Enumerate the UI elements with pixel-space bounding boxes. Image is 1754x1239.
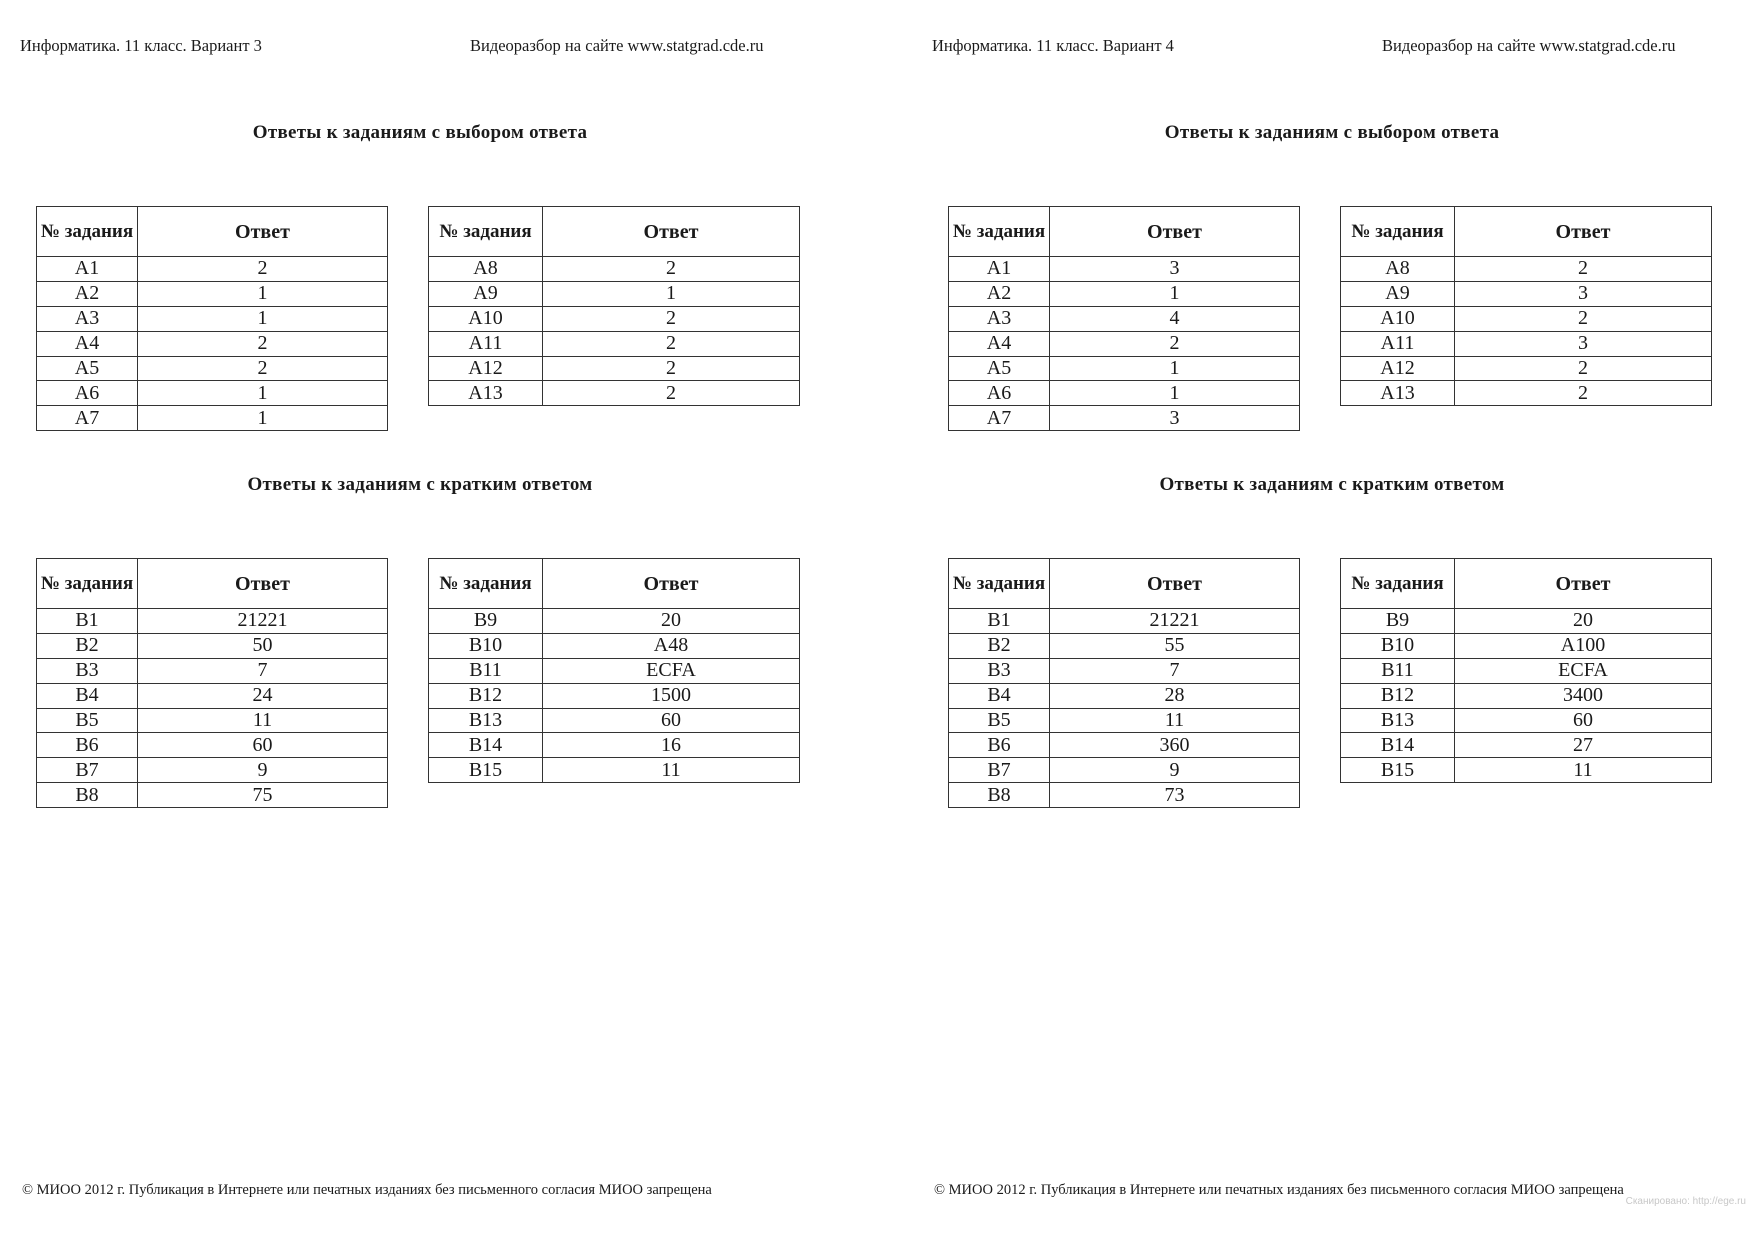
table-row [1341, 331, 1712, 356]
task-number-cell: A7 [949, 406, 1050, 431]
table-row [1341, 381, 1712, 406]
copyright-footer: © МИОО 2012 г. Публикация в Интернете или печатных изданиях без письменного согласия МИОО запрещена [934, 1182, 1624, 1198]
column-header-answer: Ответ [138, 207, 388, 257]
table-row [949, 257, 1300, 282]
task-number-cell: B12 [429, 683, 543, 708]
section-title-short: Ответы к заданиям с кратким ответом [1159, 474, 1505, 495]
answer-cell: 75 [138, 783, 388, 808]
answer-cell: 21221 [1050, 609, 1300, 634]
answer-cell: 2 [543, 381, 800, 406]
answer-cell: 50 [138, 633, 388, 658]
answer-cell: 20 [543, 609, 800, 634]
task-number-cell: B7 [37, 758, 138, 783]
table-row [949, 356, 1300, 381]
column-header-answer: Ответ [1050, 207, 1300, 257]
copyright-footer: © МИОО 2012 г. Публикация в Интернете или печатных изданиях без письменного согласия МИОО запрещена [22, 1182, 712, 1198]
answer-cell: 60 [1455, 708, 1712, 733]
column-header-answer: Ответ [1050, 559, 1300, 609]
column-header-task-number: № задания [429, 559, 543, 609]
answer-cell: 2 [1050, 331, 1300, 356]
page-header-video-link: Видеоразбор на сайте www.statgrad.cde.ru [1382, 36, 1676, 55]
task-number-cell: A9 [1341, 281, 1455, 306]
table-row [949, 758, 1300, 783]
task-number-cell: A3 [949, 306, 1050, 331]
task-number-cell: B4 [949, 683, 1050, 708]
answers-table-b9-b15 [1340, 558, 1712, 783]
answer-cell: 2 [543, 257, 800, 282]
table-row [429, 633, 800, 658]
task-number-cell: A7 [37, 406, 138, 431]
answer-cell: 1500 [543, 683, 800, 708]
answer-cell: 55 [1050, 633, 1300, 658]
task-number-cell: B8 [949, 783, 1050, 808]
section-title-choice: Ответы к заданиям с выбором ответа [1164, 122, 1500, 143]
answers-table-b1-b8 [36, 558, 388, 808]
table-row [37, 281, 388, 306]
table-row [37, 758, 388, 783]
answer-cell: 7 [1050, 658, 1300, 683]
table-row [37, 683, 388, 708]
answer-cell: 28 [1050, 683, 1300, 708]
answer-cell: 1 [138, 281, 388, 306]
section-title-short: Ответы к заданиям с кратким ответом [247, 474, 593, 495]
table-row [37, 381, 388, 406]
answer-cell: 1 [1050, 381, 1300, 406]
task-number-cell: A12 [1341, 356, 1455, 381]
answer-cell: 7 [138, 658, 388, 683]
table-header-row [949, 559, 1300, 609]
table-row [949, 609, 1300, 634]
answer-cell: 1 [138, 306, 388, 331]
answers-table-b1-b8 [948, 558, 1300, 808]
answer-cell: ECFA [543, 658, 800, 683]
column-header-answer: Ответ [543, 207, 800, 257]
table-row [429, 306, 800, 331]
answer-cell: 24 [138, 683, 388, 708]
task-number-cell: B13 [429, 708, 543, 733]
task-number-cell: B9 [429, 609, 543, 634]
table-row [949, 733, 1300, 758]
task-number-cell: A5 [949, 356, 1050, 381]
task-number-cell: B3 [37, 658, 138, 683]
answer-cell: 73 [1050, 783, 1300, 808]
table-row [37, 406, 388, 431]
table-header-row [37, 207, 388, 257]
table-row [1341, 257, 1712, 282]
page-header-subject: Информатика. 11 класс. Вариант 4 [932, 36, 1174, 55]
answer-cell: 360 [1050, 733, 1300, 758]
task-number-cell: B5 [37, 708, 138, 733]
table-row [429, 708, 800, 733]
answer-cell: 2 [1455, 257, 1712, 282]
answer-cell: A100 [1455, 633, 1712, 658]
table-row [429, 331, 800, 356]
answer-cell: 2 [543, 356, 800, 381]
answers-table-a1-a7 [36, 206, 388, 431]
table-row [1341, 306, 1712, 331]
task-number-cell: B1 [37, 609, 138, 634]
answer-cell: 20 [1455, 609, 1712, 634]
task-number-cell: B15 [1341, 758, 1455, 783]
task-number-cell: A8 [1341, 257, 1455, 282]
answer-cell: 3 [1050, 406, 1300, 431]
table-row [949, 306, 1300, 331]
answer-cell: 3 [1455, 281, 1712, 306]
task-number-cell: A1 [37, 257, 138, 282]
table-row [429, 356, 800, 381]
task-number-cell: A13 [1341, 381, 1455, 406]
answer-cell: 11 [543, 758, 800, 783]
task-number-cell: B6 [37, 733, 138, 758]
answer-cell: 2 [1455, 306, 1712, 331]
column-header-task-number: № задания [949, 207, 1050, 257]
table-header-row [1341, 207, 1712, 257]
table-row [949, 281, 1300, 306]
table-row [949, 708, 1300, 733]
column-header-answer: Ответ [138, 559, 388, 609]
table-row [949, 683, 1300, 708]
task-number-cell: B7 [949, 758, 1050, 783]
answers-table-a8-a13 [428, 206, 800, 406]
answers-table-b9-b15 [428, 558, 800, 783]
task-number-cell: A9 [429, 281, 543, 306]
answer-cell: 1 [138, 406, 388, 431]
task-number-cell: B11 [1341, 658, 1455, 683]
task-number-cell: A10 [1341, 306, 1455, 331]
answer-cell: 2 [138, 257, 388, 282]
table-row [429, 733, 800, 758]
table-row [1341, 758, 1712, 783]
task-number-cell: A4 [949, 331, 1050, 356]
table-row [1341, 683, 1712, 708]
answer-cell: 2 [1455, 356, 1712, 381]
answer-cell: 4 [1050, 306, 1300, 331]
task-number-cell: A11 [1341, 331, 1455, 356]
answer-cell: 11 [1050, 708, 1300, 733]
answer-cell: 3 [1455, 331, 1712, 356]
table-header-row [37, 559, 388, 609]
answer-cell: 21221 [138, 609, 388, 634]
column-header-answer: Ответ [543, 559, 800, 609]
answer-cell: 9 [138, 758, 388, 783]
answer-cell: 60 [543, 708, 800, 733]
table-row [429, 609, 800, 634]
answer-cell: ECFA [1455, 658, 1712, 683]
answer-cell: 3 [1050, 257, 1300, 282]
answer-cell: 11 [138, 708, 388, 733]
scan-watermark: Сканировано: http://ege.ru [1625, 1196, 1746, 1207]
task-number-cell: B15 [429, 758, 543, 783]
page-header-subject: Информатика. 11 класс. Вариант 3 [20, 36, 262, 55]
answer-cell: 9 [1050, 758, 1300, 783]
table-row [37, 331, 388, 356]
task-number-cell: B3 [949, 658, 1050, 683]
task-number-cell: B11 [429, 658, 543, 683]
table-row [37, 733, 388, 758]
task-number-cell: B10 [429, 633, 543, 658]
answer-cell: 60 [138, 733, 388, 758]
task-number-cell: A10 [429, 306, 543, 331]
task-number-cell: A3 [37, 306, 138, 331]
table-row [37, 356, 388, 381]
task-number-cell: B2 [949, 633, 1050, 658]
task-number-cell: A6 [37, 381, 138, 406]
task-number-cell: B9 [1341, 609, 1455, 634]
task-number-cell: B10 [1341, 633, 1455, 658]
task-number-cell: A5 [37, 356, 138, 381]
table-row [949, 381, 1300, 406]
answer-cell: 2 [138, 356, 388, 381]
answer-cell: 1 [1050, 356, 1300, 381]
column-header-task-number: № задания [37, 559, 138, 609]
table-row [37, 609, 388, 634]
task-number-cell: B14 [429, 733, 543, 758]
table-row [37, 708, 388, 733]
column-header-task-number: № задания [949, 559, 1050, 609]
table-row [949, 633, 1300, 658]
table-row [1341, 633, 1712, 658]
table-row [1341, 733, 1712, 758]
table-row [37, 633, 388, 658]
answer-cell: 11 [1455, 758, 1712, 783]
task-number-cell: B5 [949, 708, 1050, 733]
table-row [949, 783, 1300, 808]
table-row [949, 406, 1300, 431]
task-number-cell: B1 [949, 609, 1050, 634]
answer-cell: A48 [543, 633, 800, 658]
answer-cell: 3400 [1455, 683, 1712, 708]
answer-cell: 1 [1050, 281, 1300, 306]
answer-cell: 2 [543, 306, 800, 331]
table-header-row [429, 207, 800, 257]
task-number-cell: B6 [949, 733, 1050, 758]
task-number-cell: A11 [429, 331, 543, 356]
table-row [429, 281, 800, 306]
table-row [1341, 609, 1712, 634]
table-row [37, 257, 388, 282]
task-number-cell: B14 [1341, 733, 1455, 758]
table-row [1341, 708, 1712, 733]
task-number-cell: A1 [949, 257, 1050, 282]
answer-cell: 1 [543, 281, 800, 306]
table-row [37, 658, 388, 683]
table-row [429, 257, 800, 282]
task-number-cell: A8 [429, 257, 543, 282]
table-row [37, 306, 388, 331]
answer-cell: 2 [1455, 381, 1712, 406]
column-header-task-number: № задания [37, 207, 138, 257]
table-header-row [1341, 559, 1712, 609]
table-row [429, 381, 800, 406]
table-row [37, 783, 388, 808]
task-number-cell: B2 [37, 633, 138, 658]
page-header-video-link: Видеоразбор на сайте www.statgrad.cde.ru [470, 36, 764, 55]
answer-cell: 1 [138, 381, 388, 406]
table-row [1341, 658, 1712, 683]
task-number-cell: A6 [949, 381, 1050, 406]
table-row [1341, 356, 1712, 381]
table-header-row [429, 559, 800, 609]
column-header-answer: Ответ [1455, 559, 1712, 609]
task-number-cell: B4 [37, 683, 138, 708]
task-number-cell: B12 [1341, 683, 1455, 708]
task-number-cell: A2 [37, 281, 138, 306]
task-number-cell: A4 [37, 331, 138, 356]
column-header-task-number: № задания [429, 207, 543, 257]
answer-cell: 2 [138, 331, 388, 356]
table-row [429, 758, 800, 783]
answer-cell: 27 [1455, 733, 1712, 758]
task-number-cell: A12 [429, 356, 543, 381]
table-row [949, 331, 1300, 356]
table-row [949, 658, 1300, 683]
table-row [1341, 281, 1712, 306]
table-header-row [949, 207, 1300, 257]
answer-cell: 16 [543, 733, 800, 758]
column-header-task-number: № задания [1341, 559, 1455, 609]
answer-cell: 2 [543, 331, 800, 356]
column-header-answer: Ответ [1455, 207, 1712, 257]
table-row [429, 683, 800, 708]
answers-table-a1-a7 [948, 206, 1300, 431]
task-number-cell: A13 [429, 381, 543, 406]
task-number-cell: A2 [949, 281, 1050, 306]
answers-table-a8-a13 [1340, 206, 1712, 406]
column-header-task-number: № задания [1341, 207, 1455, 257]
table-row [429, 658, 800, 683]
variant-4-page [912, 0, 1754, 1239]
task-number-cell: B8 [37, 783, 138, 808]
section-title-choice: Ответы к заданиям с выбором ответа [252, 122, 588, 143]
task-number-cell: B13 [1341, 708, 1455, 733]
